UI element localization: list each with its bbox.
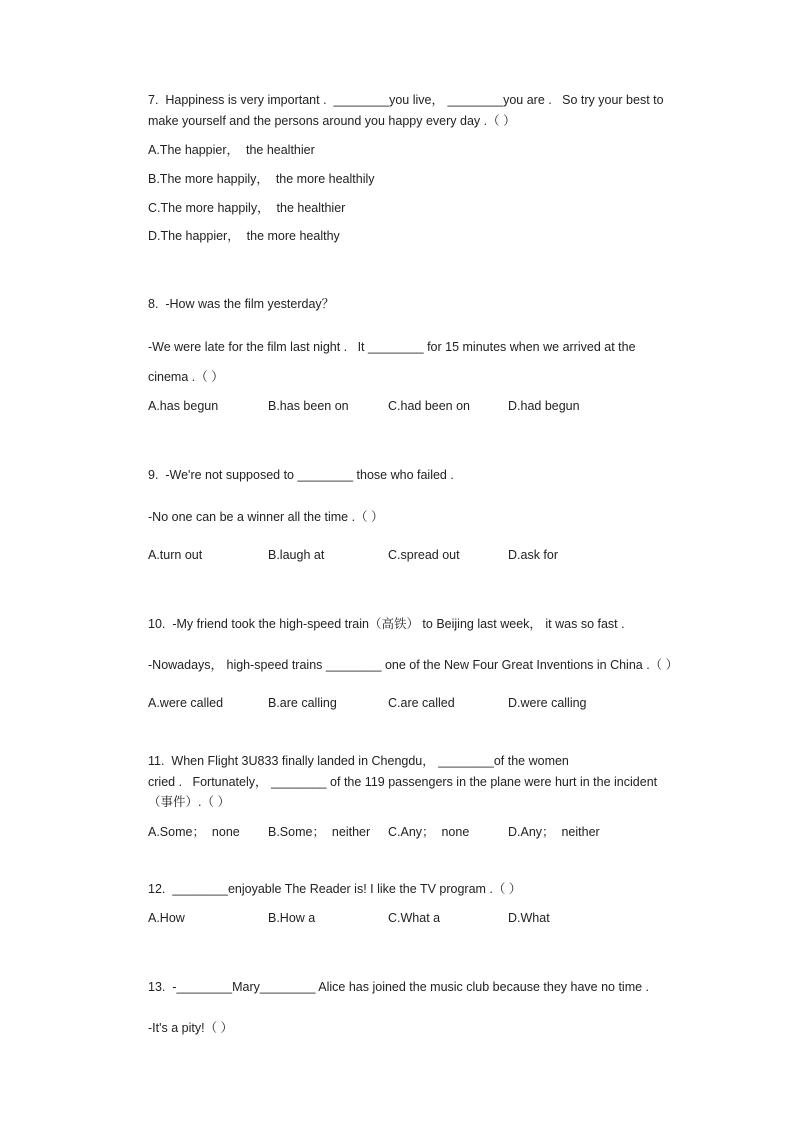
q11-stem-line3: （事件）.（ ）	[148, 795, 230, 809]
q8-option-c: C.had been on	[388, 399, 471, 413]
q9-option-a: A.turn out	[148, 548, 203, 562]
q9-option-d: D.ask for	[508, 548, 559, 562]
q12-option-b: B.How a	[268, 911, 316, 925]
q9-stem-line2: -No one can be a winner all the time .（ ）	[148, 510, 384, 524]
q10-option-b: B.are calling	[268, 696, 337, 710]
q10-stem-line2: -Nowadays， high-speed trains ________ one of the New Four Great Inventions in China .（ ）	[148, 658, 679, 672]
q9-option-b: B.laugh at	[268, 548, 325, 562]
q10-stem-line1: 10. -My friend took the high-speed train（高铁） to Beijing last week， it was so fast .	[148, 617, 625, 631]
q12-options	[148, 910, 668, 926]
q12-option-a: A.How	[148, 911, 185, 925]
q8-options	[148, 398, 668, 414]
q10-option-c: C.are called	[388, 696, 455, 710]
q7-option-d: D.The happier， the more healthy	[148, 229, 340, 243]
q7-stem-line2: make yourself and the persons around you happy every day .（ ）	[148, 114, 516, 128]
q13-stem-line1: 13. -________Mary________ Alice has joined the music club because they have no time .	[148, 980, 650, 994]
q8-stem-line3: cinema .（ ）	[148, 370, 224, 384]
q9-stem-line1: 9. -We're not supposed to ________ those who failed .	[148, 468, 454, 482]
q11-option-a: A.Some； none	[148, 825, 240, 839]
q7-option-a: A.The happier， the healthier	[148, 143, 315, 157]
q8-stem-line2: -We were late for the film last night . It ________ for 15 minutes when we arrived at the	[148, 340, 636, 354]
q11-options	[148, 824, 668, 840]
q12-option-c: C.What a	[388, 911, 441, 925]
q7-option-b: B.The more happily， the more healthily	[148, 172, 375, 186]
q8-option-d: D.had begun	[508, 399, 580, 413]
q11-option-d: D.Any； neither	[508, 825, 600, 839]
q11-option-c: C.Any； none	[388, 825, 470, 839]
q10-option-d: D.were calling	[508, 696, 587, 710]
q13-stem-line2: -It's a pity!（ ）	[148, 1021, 234, 1035]
q11-stem-line2: cried . Fortunately， ________ of the 119 passengers in the plane were hurt in the incident	[148, 775, 658, 789]
q9-option-c: C.spread out	[388, 548, 460, 562]
q11-option-b: B.Some； neither	[268, 825, 371, 839]
q7-option-c: C.The more happily， the healthier	[148, 201, 346, 215]
q12-stem-line1: 12. ________enjoyable The Reader is! I like the TV program .（ ）	[148, 882, 522, 896]
q7-stem-line1: 7. Happiness is very important . ________you live， ________you are . So try your best to	[148, 93, 664, 107]
q8-option-a: A.has begun	[148, 399, 219, 413]
q10-option-a: A.were called	[148, 696, 224, 710]
q8-stem-line1: 8. -How was the film yesterday？	[148, 297, 335, 311]
q10-options	[148, 695, 668, 711]
q11-stem-line1: 11. When Flight 3U833 finally landed in Chengdu， ________of the women	[148, 754, 569, 768]
q12-option-d: D.What	[508, 911, 550, 925]
q9-options	[148, 547, 668, 563]
q8-option-b: B.has been on	[268, 399, 349, 413]
